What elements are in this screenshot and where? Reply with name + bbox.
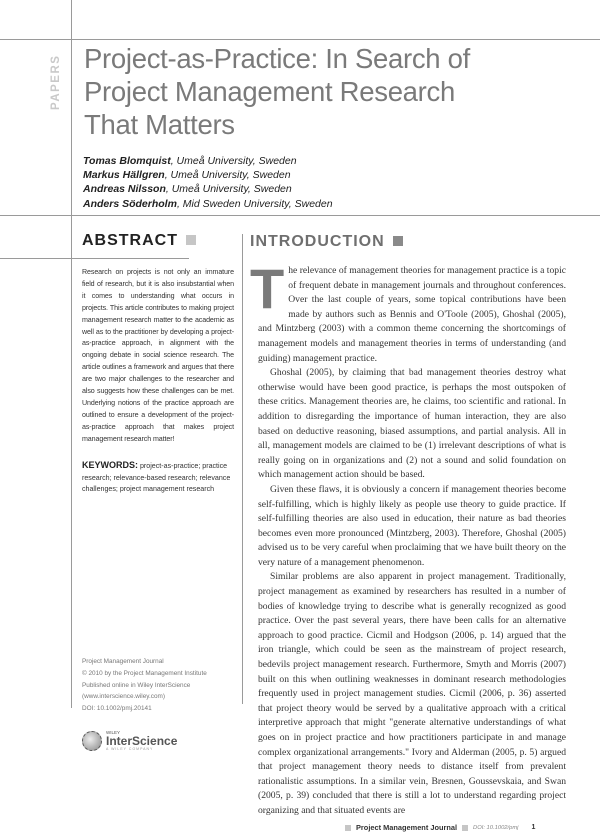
abstract-text: Research on projects is not only an immature field of research, but it is also insubstantial when it comes to understanding what occurs in projects. This article contributes to making project management research matter to the academic as well as to the practitioner by developing a project-as-practice approach, in alignment with the ongoing debate in social science research. The article outlines a framework and argues that there are two major challenges to the researcher and also suggests how these challenges can be met. Underlying notions of the practice approach are outlined to ensure a development of the project-as-practice approach that makes project management research matter! [82,268,234,443]
wiley-interscience-logo [82,730,177,751]
globe-icon [82,731,102,751]
paragraph: Ghoshal (2005), by claiming that bad management theories destroy what otherwise would have been good practice, is perhaps the most outspoken of these critics. Management theories are, he claims, too scientific and rational. In addition to disregarding the importance of human interaction, they are also based on deductive reasoning, biased assumptions, and partial analysis. All in all, management models are claimed to be (1) irrelevant descriptions of what is really going on in organizations and (2) not a sound and solid foundation on which management action should be based. [258,367,566,481]
paragraph: Given these flaws, it is obviously a concern if management theories become self-fulfilling, which is highly likely as people use theory to guide practice. If self-fulfilling theories are also used in education, their nature as bad theories becomes even more pronounced (Mintzberg, 2003). Therefore, Ghoshal (2005) advised us to be very careful when proclaiming that we have built theory on the very nature of a management phenomenon. [258,483,566,568]
journal-name: Project Management Journal [82,658,164,665]
square-bullet-icon [393,236,403,246]
copyright: © 2010 by the Project Management Institute [82,669,207,677]
footer-journal: Project Management Journal [356,823,458,832]
published-online: Published online in Wiley InterScience [82,681,191,689]
logo-wiley: WILEY [106,730,121,735]
top-rule [0,39,600,40]
drop-cap: T [250,257,285,320]
doi: DOI: 10.1002/pmj.20141 [82,705,152,713]
article-title: Project-as-Practice: In Search of Project Management Research That Matters [84,43,470,140]
introduction-body [250,257,566,819]
paragraph: The relevance of management theories for management practice is a topic of frequent debate in management journals and throughout conferences. Over the last couple of years, some topical contributions have been made by authors such as Bennis and O'Toole (2005), Ghoshal (2005), and Mintzberg (2003) with a common theme concerning the shortcomings of management models and management theories in terms of understanding (and guiding) management practice. [250,257,566,364]
author-list [83,154,333,211]
column-divider [242,234,243,704]
section-label: PAPERS [50,54,62,110]
square-bullet-icon [462,825,468,831]
introduction-heading: INTRODUCTION [250,233,403,251]
paragraph: Similar problems are also apparent in project management. Traditionally, project management as examined by researchers has resulted in a number of bodies of knowledge trying to describe what is generally recognized as good practice. Over the past several years, there have been calls for an alternative approach to good practice. Cicmil and Hodgson (2006, p. 14) argued that the iron triangle, which could be seen as the mainstream of project research, bedevils project management research. Furthermore, Smyth and Morris (2007) built on this when outlining weaknesses in dominant research methodologies frequently used in project management studies. Cicmil (2006, p. 36) asserted that project theory would be served by a qualitative approach with a critical interpretive approach that might "generate alternative understandings of what goes on in project practice and how practitioners participate in and manage complex organizational arrangements." Ivory and Alderman (2005, p. 5) argued that project management theory needs to distance itself from prevalent rationalistic assumptions. In a similar vein, Bresnen, Goussevskaia, and Swan (2005, p. 39) concluded that there is still a lot to understand regarding project organizing and that situated events are [258,571,566,816]
author: Anders Söderholm, Mid Sweden University, Sweden [83,197,333,210]
square-bullet-icon [345,825,351,831]
abstract-heading: ABSTRACT [82,232,196,250]
publication-info [82,656,207,715]
page-footer [345,823,535,832]
header-bottom-rule [0,215,600,216]
page-number: 1 [531,824,536,831]
publisher-link[interactable]: (www.interscience.wiley.com) [82,693,165,701]
author: Markus Hällgren, Umeå University, Sweden [83,169,291,182]
abstract-column [82,267,234,496]
keywords: KEYWORDS: project-as-practice; practice research; relevance-based research; relevance challenges; project management research [82,459,231,494]
logo-name: InterScience [106,734,178,748]
logo-tagline: A WILEY COMPANY [106,747,154,751]
author: Andreas Nilsson, Umeå University, Sweden [83,183,292,196]
abstract-rule [0,258,189,259]
footer-doi: DOI: 10.1002/pmj [473,824,519,831]
author: Tomas Blomquist, Umeå University, Sweden [83,155,297,167]
left-column-rule [71,0,72,708]
square-bullet-icon [186,235,196,245]
